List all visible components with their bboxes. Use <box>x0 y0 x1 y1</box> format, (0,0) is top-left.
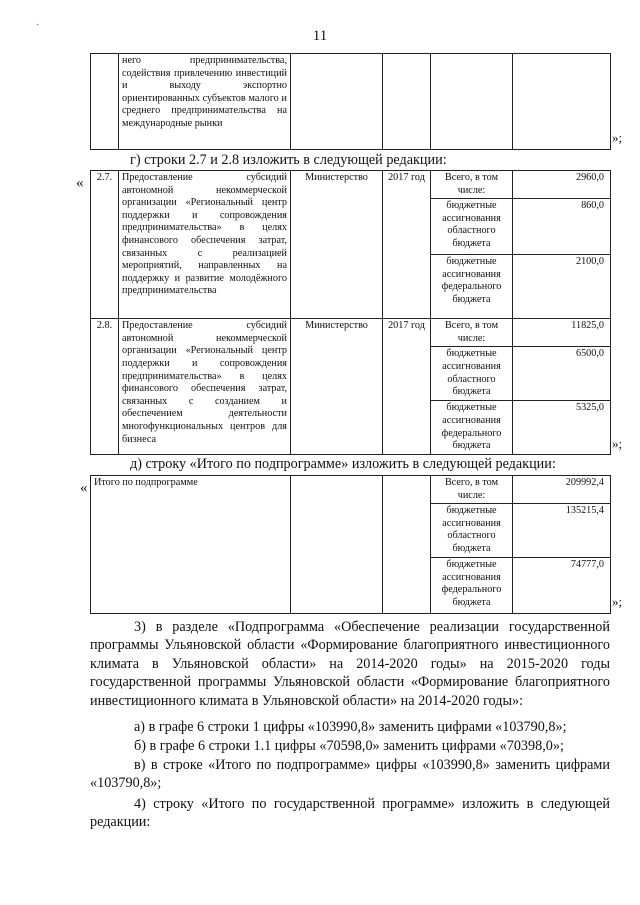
heading-g: г) строки 2.7 и 2.8 изложить в следующей редакции: <box>130 152 447 168</box>
funding-value: 2960,0 <box>513 171 611 199</box>
funding-value: 6500,0 <box>513 347 611 401</box>
cell-empty <box>291 54 383 150</box>
funding-label: бюджетные ассигнования областного бюджета <box>431 199 513 255</box>
cell-empty <box>383 54 431 150</box>
closing-quote: »; <box>612 130 623 145</box>
page-number: 11 <box>312 28 328 44</box>
row-number-2-7: 2.7. <box>91 171 119 319</box>
executor-2-7: Министерство <box>291 171 383 319</box>
cell-empty <box>383 476 431 614</box>
item-b: б) в графе 6 строки 1.1 цифры «70598,0» заменить цифрами «70398,0»; <box>134 738 564 754</box>
funding-value: 135215,4 <box>513 504 611 558</box>
funding-value: 209992,4 <box>513 476 611 504</box>
funding-label: бюджетные ассигнования областного бюджета <box>431 347 513 401</box>
item-a: а) в графе 6 строки 1 цифры «103990,8» заменить цифрами «103790,8»; <box>134 719 567 735</box>
funding-value: 860,0 <box>513 199 611 255</box>
measure-text-2-7: Предоставление субсидий автономной некоммерческой организации «Региональный центр поддержки и сопровождения предпринимательства» в целях финансового обеспечения затрат, связанных с реализацией мероприятий, направленных на поддержку и развитие молодёжного предпринимательства <box>119 171 291 319</box>
funding-label: Всего, в том числе: <box>431 476 513 504</box>
table-rows-2-7-2-8 <box>90 170 611 455</box>
table-continuation <box>90 53 611 150</box>
item-v-text: в) в строке «Итого по подпрограмме» цифры «103990,8» заменить цифрами «103790,8»; <box>90 757 610 792</box>
measure-text-2-8: Предоставление субсидий автономной некоммерческой организации «Региональный центр поддержки и сопровождения предпринимательства» в целях финансового обеспечения затрат, связанных с созданием и обеспечением деятельности многофункциональных центров для бизнеса <box>119 319 291 455</box>
funding-label: Всего, в том числе: <box>431 319 513 347</box>
funding-label: бюджетные ассигнования федерального бюджета <box>431 401 513 454</box>
funding-value: 2100,0 <box>513 255 611 319</box>
heading-d: д) строку «Итого по подпрограмме» изложить в следующей редакции: <box>130 456 556 472</box>
funding-value: 74777,0 <box>513 558 611 614</box>
opening-quote: « <box>80 480 88 496</box>
closing-quote: »; <box>612 436 623 451</box>
measure-text-continuation: него предпринимательства, содействия привлечению инвестиций и выходу экспортно ориентированных субъектов малого и среднего предпринимательства на международные рынки <box>119 54 291 150</box>
paragraph-3-text: 3) в разделе «Подпрограмма «Обеспечение реализации государственной программы Ульяновской области «Формирование благоприятного инвестиционного климата в Ульяновской области» на 2014-2020 годы» на 2015-2020 годы государственной программы Ульяновской области «Формирование благоприятного инвестиционного климата в Ульяновской области» на 2014-2020 годы»: <box>90 619 610 709</box>
opening-quote: « <box>76 175 84 191</box>
paragraph-3 <box>90 618 610 710</box>
item-v <box>90 756 610 793</box>
cell-empty <box>291 476 383 614</box>
closing-quote: »; <box>612 594 623 609</box>
funding-value: 5325,0 <box>513 401 611 454</box>
row-number-2-8: 2.8. <box>91 319 119 455</box>
funding-label: бюджетные ассигнования областного бюджета <box>431 504 513 558</box>
year-2-7: 2017 год <box>383 171 431 319</box>
paragraph-4 <box>90 795 610 832</box>
cell-empty <box>513 54 611 150</box>
funding-label: бюджетные ассигнования федерального бюджета <box>431 558 513 614</box>
funding-label: Всего, в том числе: <box>431 171 513 199</box>
funding-label: бюджетные ассигнования федерального бюджета <box>431 255 513 319</box>
cell-empty <box>91 54 119 150</box>
total-label: Итого по подпрограмме <box>91 476 291 614</box>
table-subprogram-total <box>90 475 611 614</box>
cell-empty <box>431 54 513 150</box>
funding-value: 11825,0 <box>513 319 611 347</box>
executor-2-8: Министерство <box>291 319 383 455</box>
year-2-8: 2017 год <box>383 319 431 455</box>
corner-mark: · <box>36 20 40 31</box>
paragraph-4-text: 4) строку «Итого по государственной программе» изложить в следующей редакции: <box>90 796 610 831</box>
